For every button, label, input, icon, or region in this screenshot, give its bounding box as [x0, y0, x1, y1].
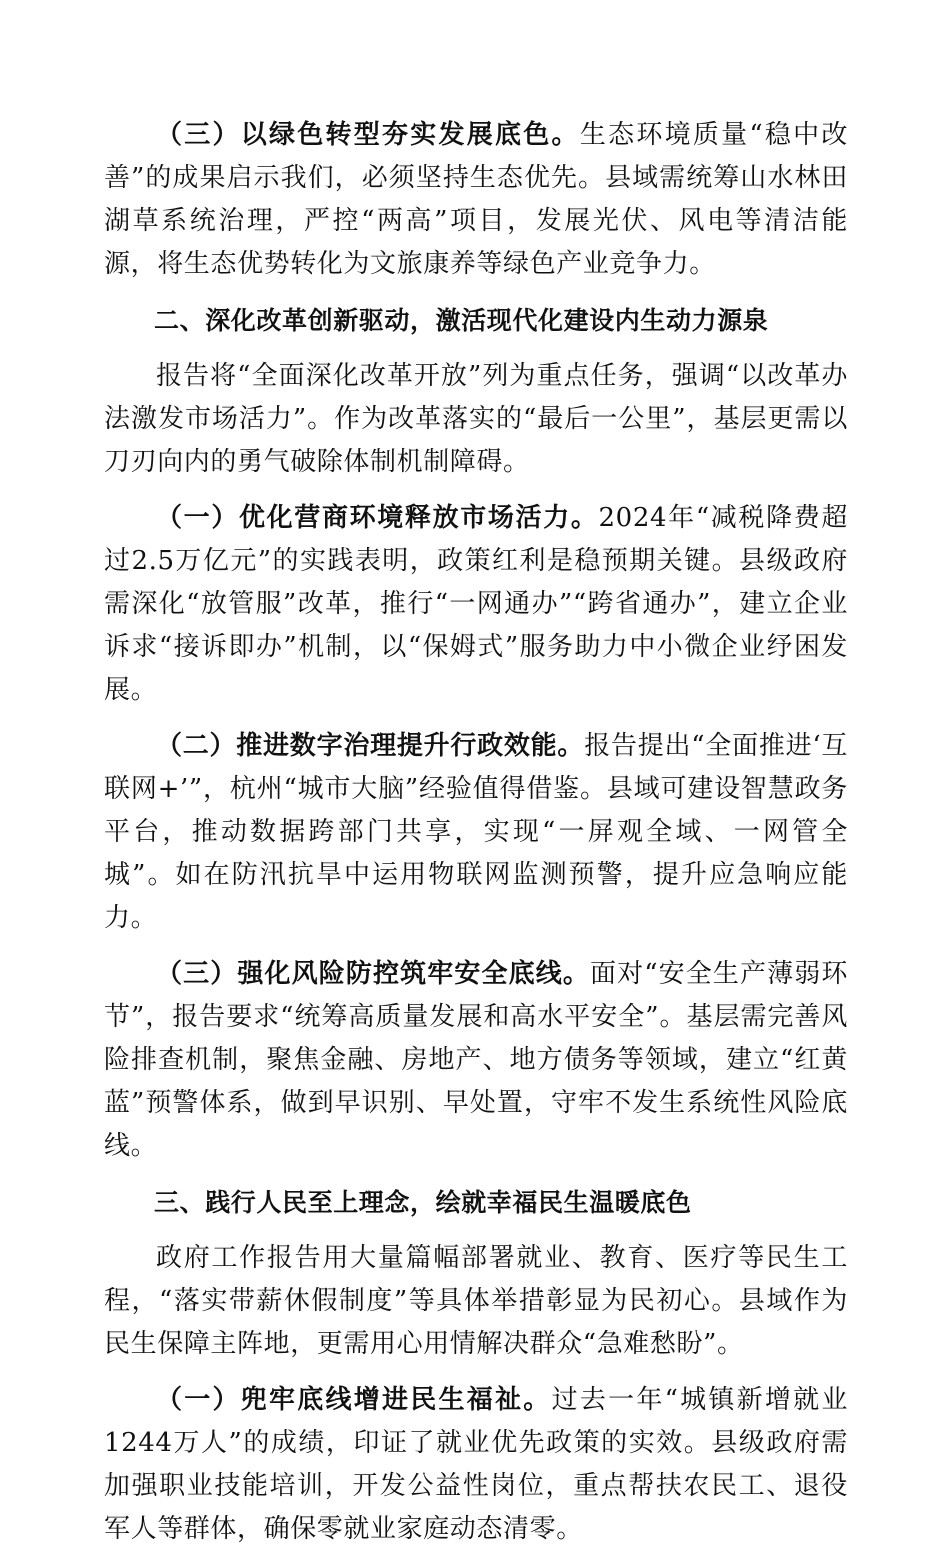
paragraph-risk-control	[104, 953, 848, 1168]
paragraph-body: 报告将“全面深化改革开放”列为重点任务，强调“以改革办法激发市场活力”。作为改革落实的“最后一公里”，基层更需以刀刃向内的勇气破除体制机制障碍。	[104, 361, 848, 477]
section-heading-3: 三、践行人民至上理念，绘就幸福民生温暖底色	[154, 1188, 692, 1217]
paragraph-green-transition	[104, 114, 848, 286]
section-heading-2: 二、深化改革创新驱动，激活现代化建设内生动力源泉	[154, 306, 769, 335]
paragraph-employment	[104, 1379, 848, 1551]
paragraph-livelihood-intro	[104, 1237, 848, 1366]
subsection-title: （一）兜牢底线增进民生福祉。	[156, 1385, 552, 1415]
subsection-title: （二）推进数字治理提升行政效能。	[156, 731, 585, 761]
subsection-title: （一）优化营商环境释放市场活力。	[156, 503, 599, 533]
subsection-title: （三）强化风险防控筑牢安全底线。	[156, 959, 590, 989]
paragraph-body: 报告提出“全面推进‘互联网+’”，杭州“城市大脑”经验值得借鉴。县域可建设智慧政务平台，推动数据跨部门共享，实现“一屏观全域、一网管全城”。如在防汛抗旱中运用物联网监测预警，提升应急响应能力。	[104, 731, 848, 933]
subsection-title: （三）以绿色转型夯实发展底色。	[156, 120, 580, 150]
paragraph-body: 政府工作报告用大量篇幅部署就业、教育、医疗等民生工程，“落实带薪休假制度”等具体举措彰显为民初心。县域作为民生保障主阵地，更需用心用情解决群众“急难愁盼”。	[104, 1243, 848, 1359]
paragraph-reform-intro	[104, 355, 848, 484]
paragraph-body: 过去一年“城镇新增就业1244万人”的成绩，印证了就业优先政策的实效。县级政府需加强职业技能培训，开发公益性岗位，重点帮扶农民工、退役军人等群体，确保零就业家庭动态清零。	[104, 1385, 848, 1544]
document-page	[104, 114, 848, 1564]
paragraph-business-environment	[104, 497, 848, 712]
paragraph-digital-governance	[104, 725, 848, 940]
paragraph-body: 生态环境质量“稳中改善”的成果启示我们，必须坚持生态优先。县域需统筹山水林田湖草系统治理，严控“两高”项目，发展光伏、风电等清洁能源，将生态优势转化为文旅康养等绿色产业竞争力。	[104, 120, 848, 279]
paragraph-body: 2024年“减税降费超过2.5万亿元”的实践表明，政策红利是稳预期关键。县级政府需深化“放管服”改革，推行“一网通办”“跨省通办”，建立企业诉求“接诉即办”机制，以“保姆式”服务助力中小微企业纾困发展。	[104, 503, 848, 705]
paragraph-body: 面对“安全生产薄弱环节”，报告要求“统筹高质量发展和高水平安全”。基层需完善风险排查机制，聚焦金融、房地产、地方债务等领域，建立“红黄蓝”预警体系，做到早识别、早处置，守牢不发生系统性风险底线。	[104, 959, 848, 1161]
